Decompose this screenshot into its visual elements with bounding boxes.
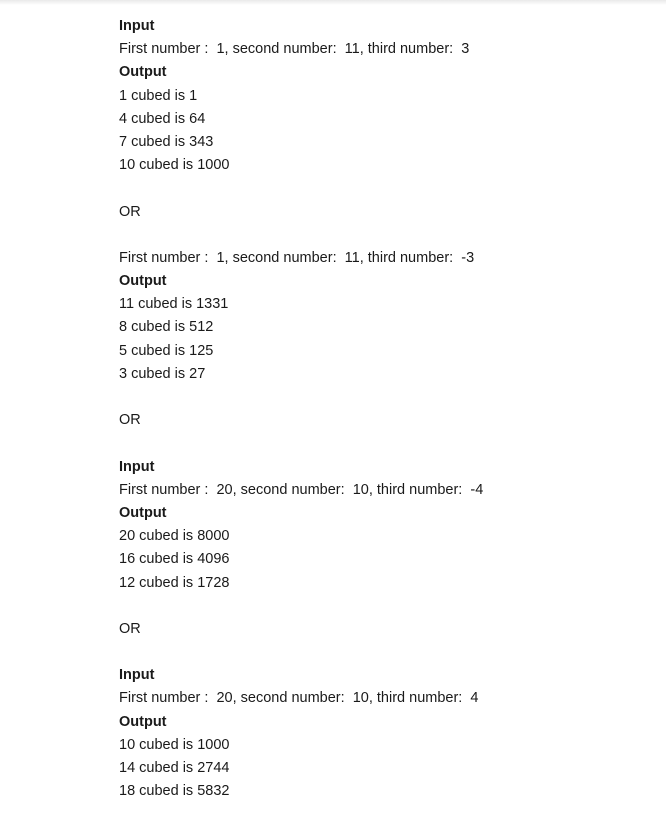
- blank-line: [119, 641, 639, 664]
- output-line: 8 cubed is 512: [119, 319, 214, 336]
- output-line: 4 cubed is 64: [119, 110, 206, 127]
- output-line: 7 cubed is 343: [119, 133, 214, 150]
- output-line: 18 cubed is 5832: [119, 783, 230, 800]
- output-heading: Output: [119, 504, 167, 521]
- input-values: First number : 20, second number: 10, third number: 4: [119, 690, 479, 707]
- output-line: 12 cubed is 1728: [119, 574, 230, 591]
- blank-line: [119, 595, 639, 618]
- or-separator: OR: [119, 412, 141, 429]
- input-values: First number : 20, second number: 10, third number: -4: [119, 481, 484, 498]
- output-line: 10 cubed is 1000: [119, 736, 230, 753]
- example-block: [119, 456, 639, 595]
- or-separator: OR: [119, 620, 141, 637]
- example-block: [119, 247, 639, 386]
- output-heading: Output: [119, 64, 167, 81]
- document-body: [119, 15, 639, 803]
- output-line: 16 cubed is 4096: [119, 551, 230, 568]
- blank-line: [119, 224, 639, 247]
- blank-line: [119, 386, 639, 409]
- input-heading: Input: [119, 18, 155, 34]
- blank-line: [119, 432, 639, 455]
- output-line: 1 cubed is 1: [119, 87, 198, 104]
- output-heading: Output: [119, 713, 167, 730]
- input-heading: Input: [119, 458, 155, 475]
- blank-line: [119, 177, 639, 200]
- output-line: 11 cubed is 1331: [119, 296, 229, 313]
- input-heading: Input: [119, 667, 155, 684]
- example-block: [119, 664, 639, 803]
- output-heading: Output: [119, 273, 167, 290]
- or-separator: OR: [119, 203, 141, 220]
- input-values: First number : 1, second number: 11, third number: 3: [119, 41, 470, 58]
- page-top-edge: [0, 0, 666, 5]
- input-values: First number : 1, second number: 11, third number: -3: [119, 249, 475, 266]
- output-line: 20 cubed is 8000: [119, 528, 230, 545]
- output-line: 14 cubed is 2744: [119, 760, 230, 776]
- output-line: 3 cubed is 27: [119, 365, 206, 382]
- output-line: 5 cubed is 125: [119, 342, 214, 359]
- example-block: [119, 15, 639, 177]
- output-line: 10 cubed is 1000: [119, 157, 230, 174]
